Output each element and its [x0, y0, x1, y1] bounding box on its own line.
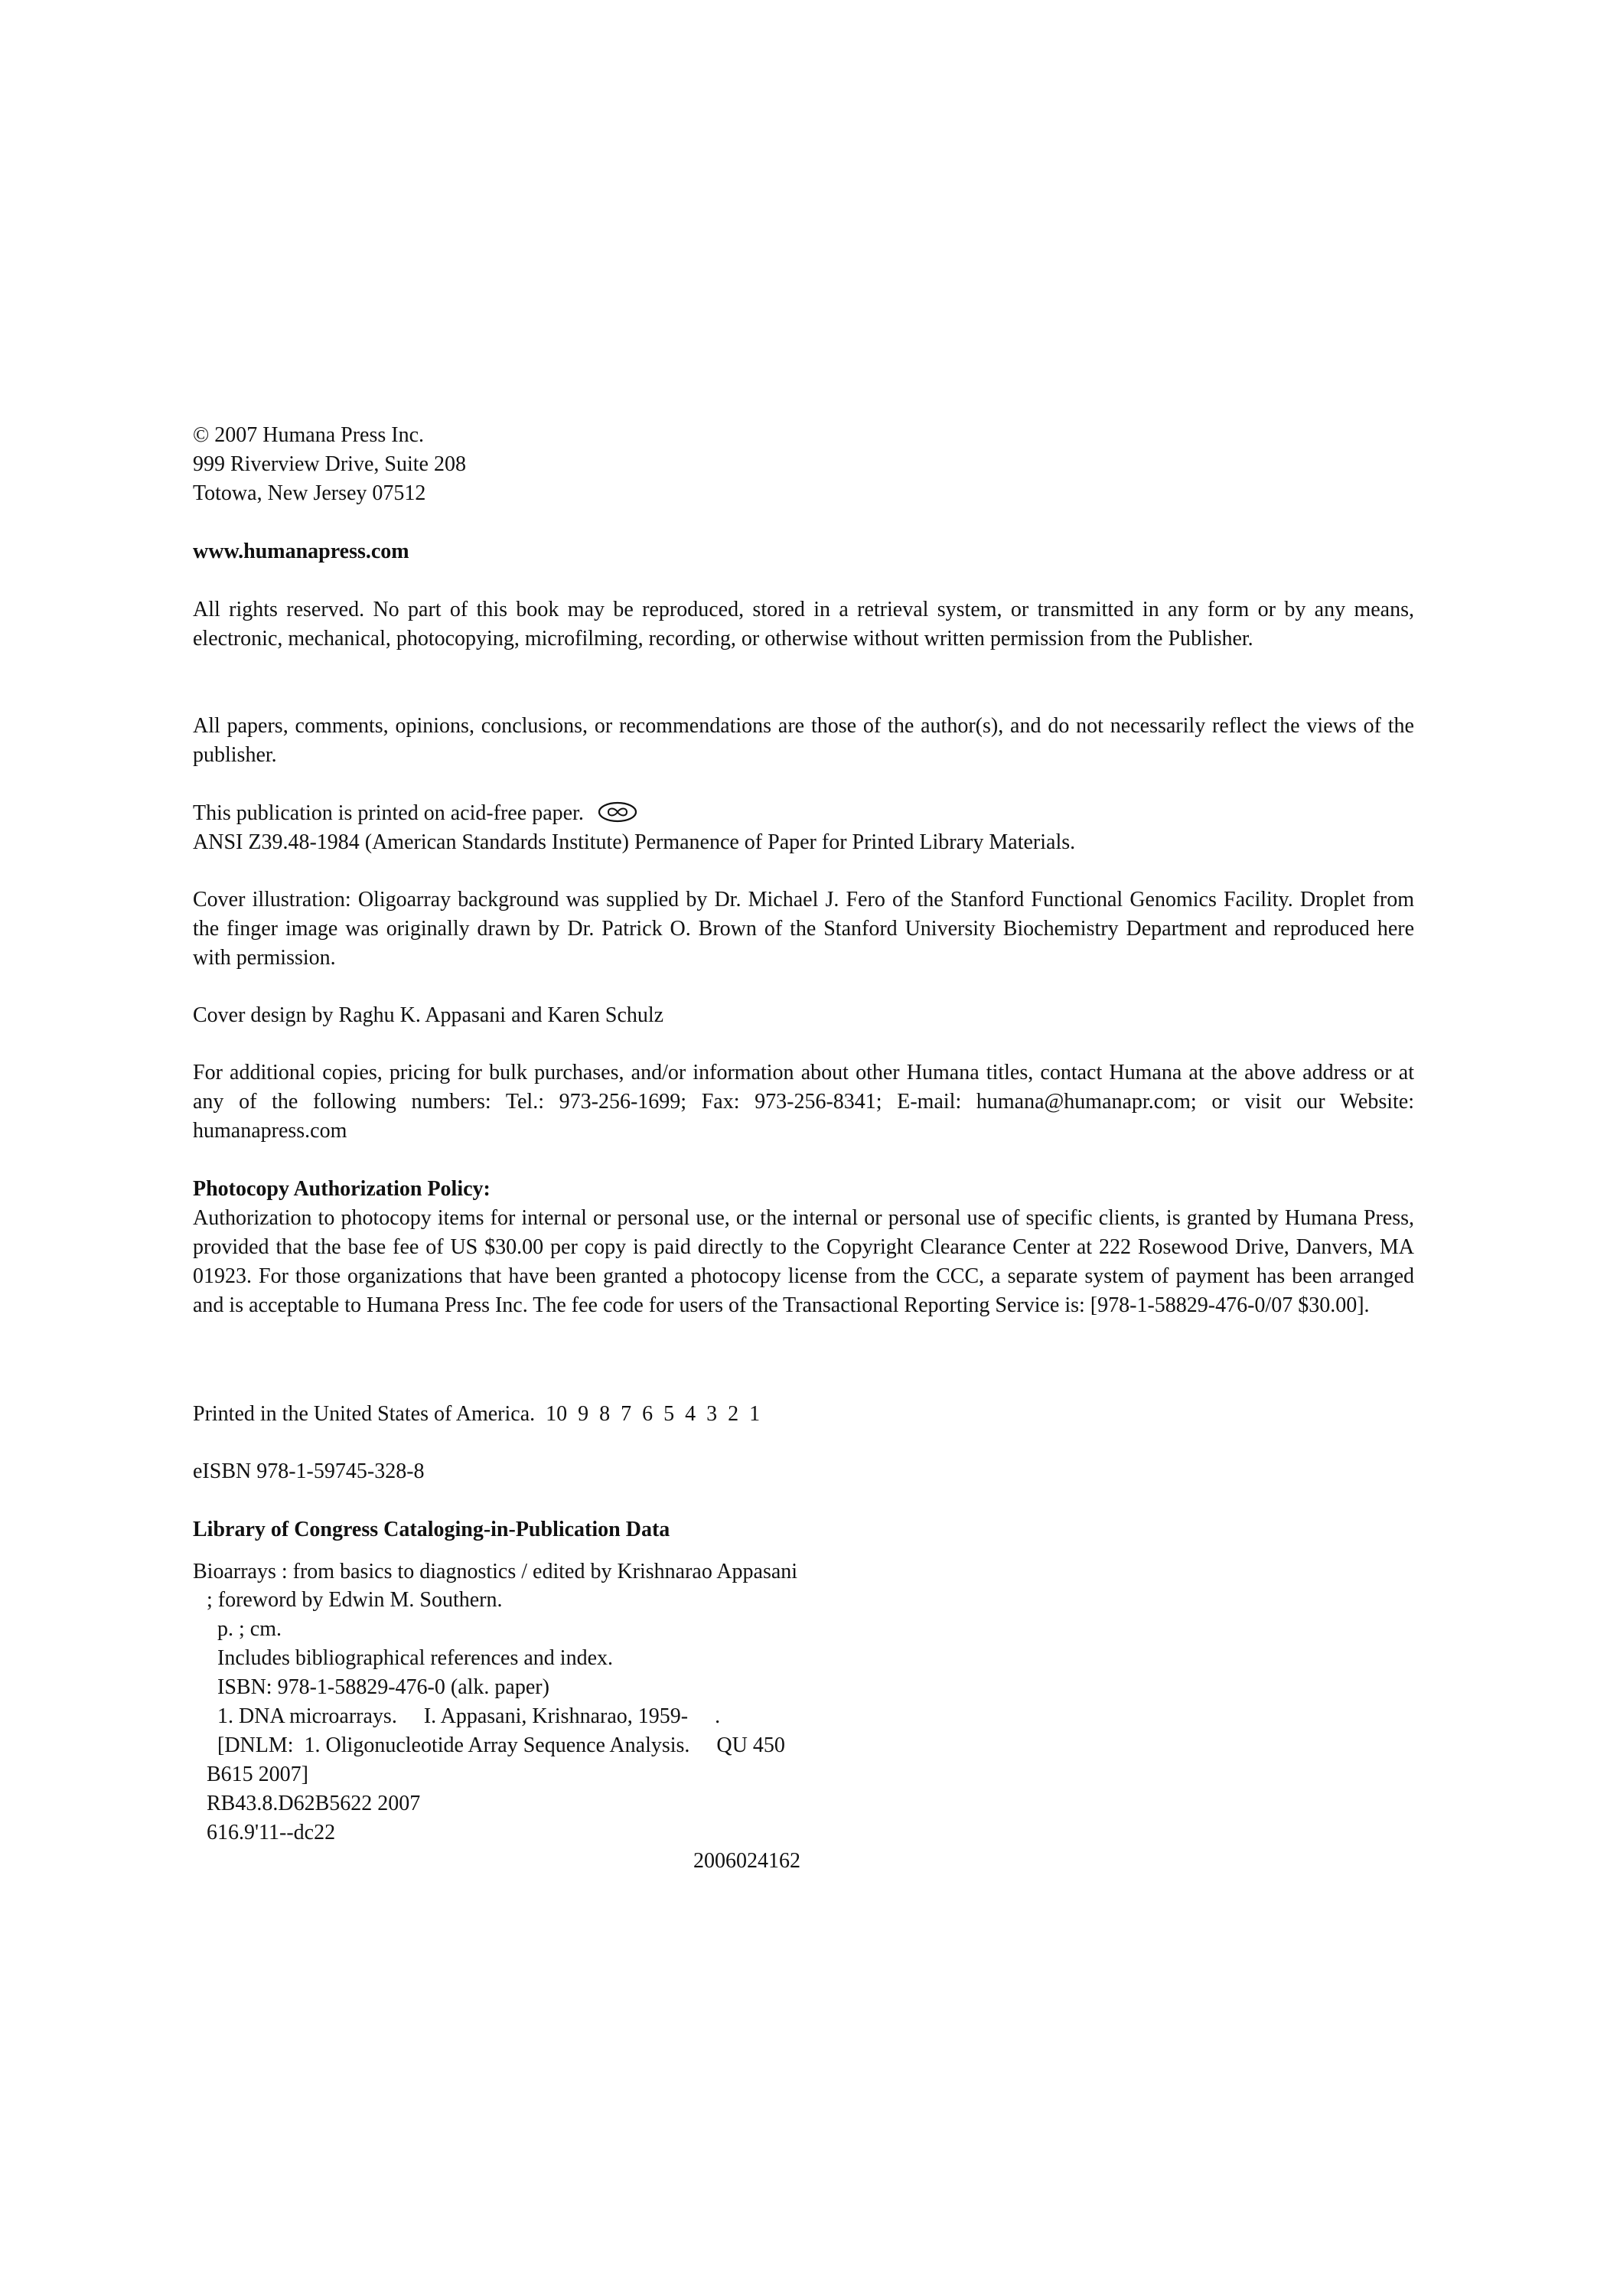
- cip-line: p. ; cm.: [217, 1617, 282, 1641]
- cip-line: Bioarrays : from basics to diagnostics / edited by Krishnarao Appasani: [193, 1560, 798, 1583]
- publisher-website: www.humanapress.com: [193, 540, 409, 563]
- photocopy-policy: [193, 1175, 1414, 1320]
- city-line: Totowa, New Jersey 07512: [193, 481, 426, 505]
- disclaimer-notice: All papers, comments, opinions, conclusions, or recommendations are those of the author(s), and do not necessarily reflect the views of the publisher.: [193, 714, 1414, 767]
- paper-standard-line: ANSI Z39.48-1984 (American Standards Institute) Permanence of Paper for Printed Library Materials.: [193, 830, 1076, 854]
- printed-in-line: [193, 1400, 1414, 1429]
- cover-design-credit: Cover design by Raghu K. Appasani and Karen Schulz: [193, 1003, 664, 1027]
- infinity-circle-icon: [598, 801, 637, 823]
- cip-line: ISBN: 978-1-58829-476-0 (alk. paper): [217, 1675, 549, 1699]
- additional-copies-info: For additional copies, pricing for bulk purchases, and/or information about other Humana titles, contact Humana at the above address or at any of the following numbers: Tel.: 973-256-1699; Fax: 973-256-8341; E-mail: humana@humanapr.com; or visit our Website: humanapress.com: [193, 1061, 1414, 1143]
- copyright-notice: [193, 421, 1414, 508]
- cip-line: ; foreword by Edwin M. Southern.: [207, 1588, 503, 1612]
- cip-line: B615 2007]: [207, 1763, 308, 1786]
- cover-illustration-credit: Cover illustration: Oligoarray background was supplied by Dr. Michael J. Fero of the Stanford Functional Genomics Facility. Droplet from the finger image was originally drawn by Dr. Patrick O. Brown of the Stanford University Biochemistry Department and reproduced here with permission.: [193, 888, 1414, 970]
- eisbn: eISBN 978-1-59745-328-8: [193, 1459, 425, 1483]
- acid-free-notice: [193, 799, 1414, 857]
- cip-line: 1. DNA microarrays. I. Appasani, Krishnarao, 1959- .: [217, 1704, 721, 1728]
- rights-reserved-notice: All rights reserved. No part of this book may be reproduced, stored in a retrieval system, or transmitted in any form or by any means, electronic, mechanical, photocopying, microfilming, recording, or otherwise without written permission from the Publisher.: [193, 598, 1414, 651]
- printed-in-text: Printed in the United States of America. 10 9 8 7 6 5 4 3 2 1: [193, 1402, 761, 1426]
- cip-line: RB43.8.D62B5622 2007: [207, 1792, 421, 1815]
- photocopy-policy-body: Authorization to photocopy items for internal or personal use, or the internal or personal use of specific clients, is granted by Humana Press, provided that the base fee of US $30.00 per copy is paid directly to the Copyright Clearance Center at 222 Rosewood Drive, Danvers, MA 01923. For those organizations that have been granted a photocopy license from the CCC, a separate system of payment has been arranged and is acceptable to Humana Press Inc. The fee code for users of the Transactional Reporting Service is: [978-1-58829-476-0/07 $30.00].: [193, 1206, 1414, 1317]
- cip-line: [DNLM: 1. Oligonucleotide Array Sequence Analysis. QU 450: [217, 1733, 785, 1757]
- photocopy-policy-heading: Photocopy Authorization Policy:: [193, 1177, 491, 1201]
- acid-free-text: This publication is printed on acid-free paper.: [193, 801, 584, 825]
- lccn-number: 2006024162: [693, 1849, 800, 1873]
- acid-free-line: [193, 799, 1414, 828]
- cip-heading: Library of Congress Cataloging-in-Publication Data: [193, 1518, 670, 1541]
- copyright-line: © 2007 Humana Press Inc.: [193, 423, 424, 447]
- cip-line: 616.9'11--dc22: [207, 1821, 336, 1844]
- address-line: 999 Riverview Drive, Suite 208: [193, 452, 466, 476]
- cip-line: Includes bibliographical references and index.: [217, 1646, 614, 1670]
